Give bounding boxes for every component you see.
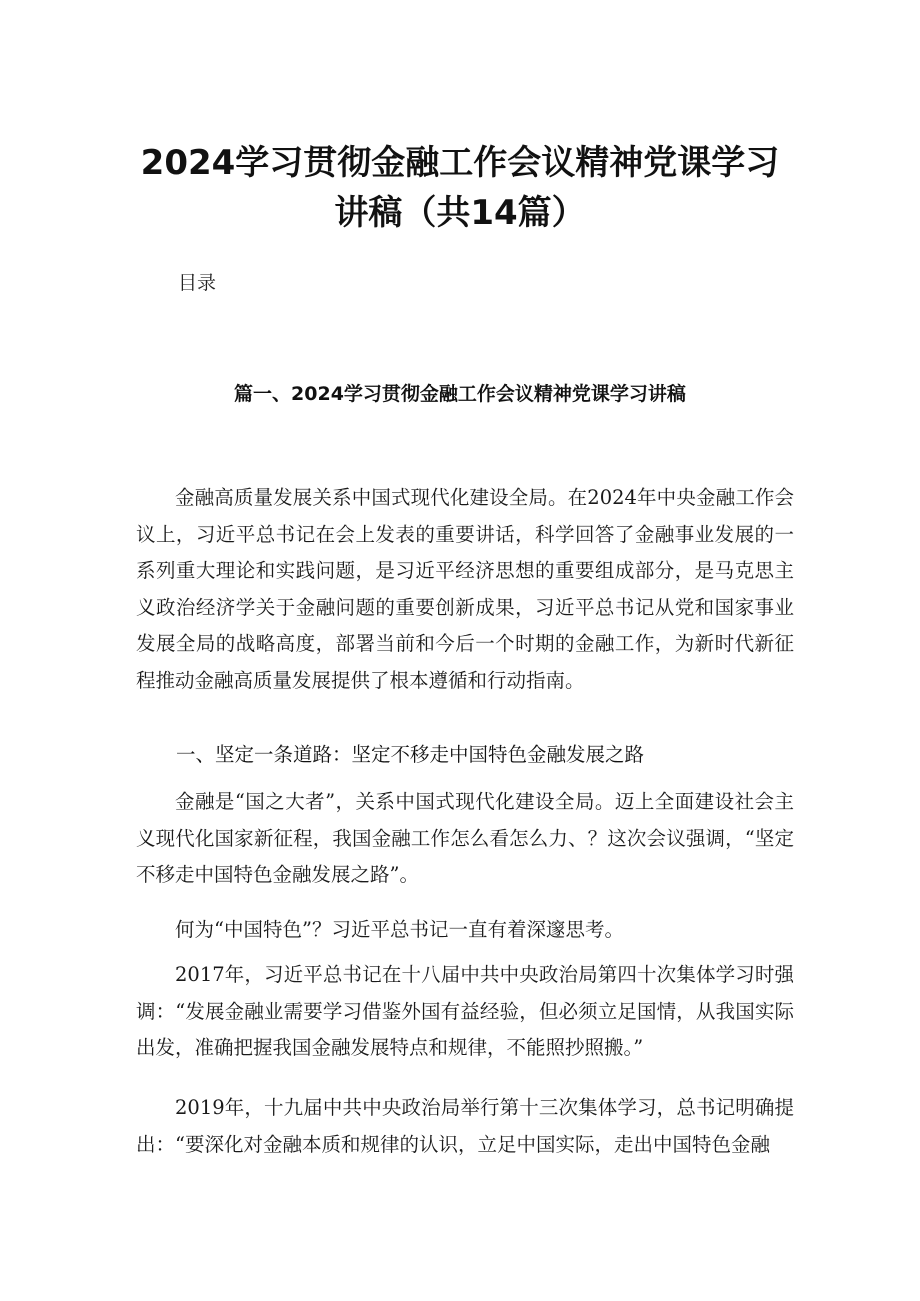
document-title-line-2: 讲稿（共14篇）: [334, 193, 586, 233]
table-of-contents-label: 目录: [178, 272, 217, 294]
paragraph-chinese-characteristics: 何为“中国特色”？习近平总书记一直有着深邃思考。: [175, 918, 624, 941]
paragraph-national-priority: 金融是“国之大者”，关系中国式现代化建设全局。迈上全面建设社会主义现代化国家新征程，我国金融工作怎么看怎么力、？这次会议强调，“坚定不移走中国特色金融发展之路”。: [136, 790, 794, 886]
paragraph-2017: 2017年，习近平总书记在十八届中共中央政治局第四十次集体学习时强调：“发展金融业需要学习借鉴外国有益经验，但必须立足国情，从我国实际出发，准确把握我国金融发展特点和规律，不能照抄照搬。”: [136, 963, 794, 1059]
section-heading-1: 一、坚定一条道路：坚定不移走中国特色金融发展之路: [176, 743, 645, 766]
document-title-line-1: 2024学习贯彻金融工作会议精神党课学习: [140, 143, 780, 183]
paragraph-2019: 2019年，十九届中共中央政治局举行第十三次集体学习，总书记明确提出：“要深化对金融本质和规律的认识，立足中国实际，走出中国特色金融: [136, 1096, 794, 1156]
chapter-heading: 篇一、2024学习贯彻金融工作会议精神党课学习讲稿: [234, 383, 686, 405]
paragraph-intro: 金融高质量发展关系中国式现代化建设全局。在2024年中央金融工作会议上，习近平总书记在会上发表的重要讲话，科学回答了金融事业发展的一系列重大理论和实践问题，是习近平经济思想的重要组成部分，是马克思主义政治经济学关于金融问题的重要创新成果，习近平总书记从党和国家事业发展全局的战略高度，部署当前和今后一个时期的金融工作，为新时代新征程推动金融高质量发展提供了根本遵循和行动指南。: [136, 486, 794, 692]
